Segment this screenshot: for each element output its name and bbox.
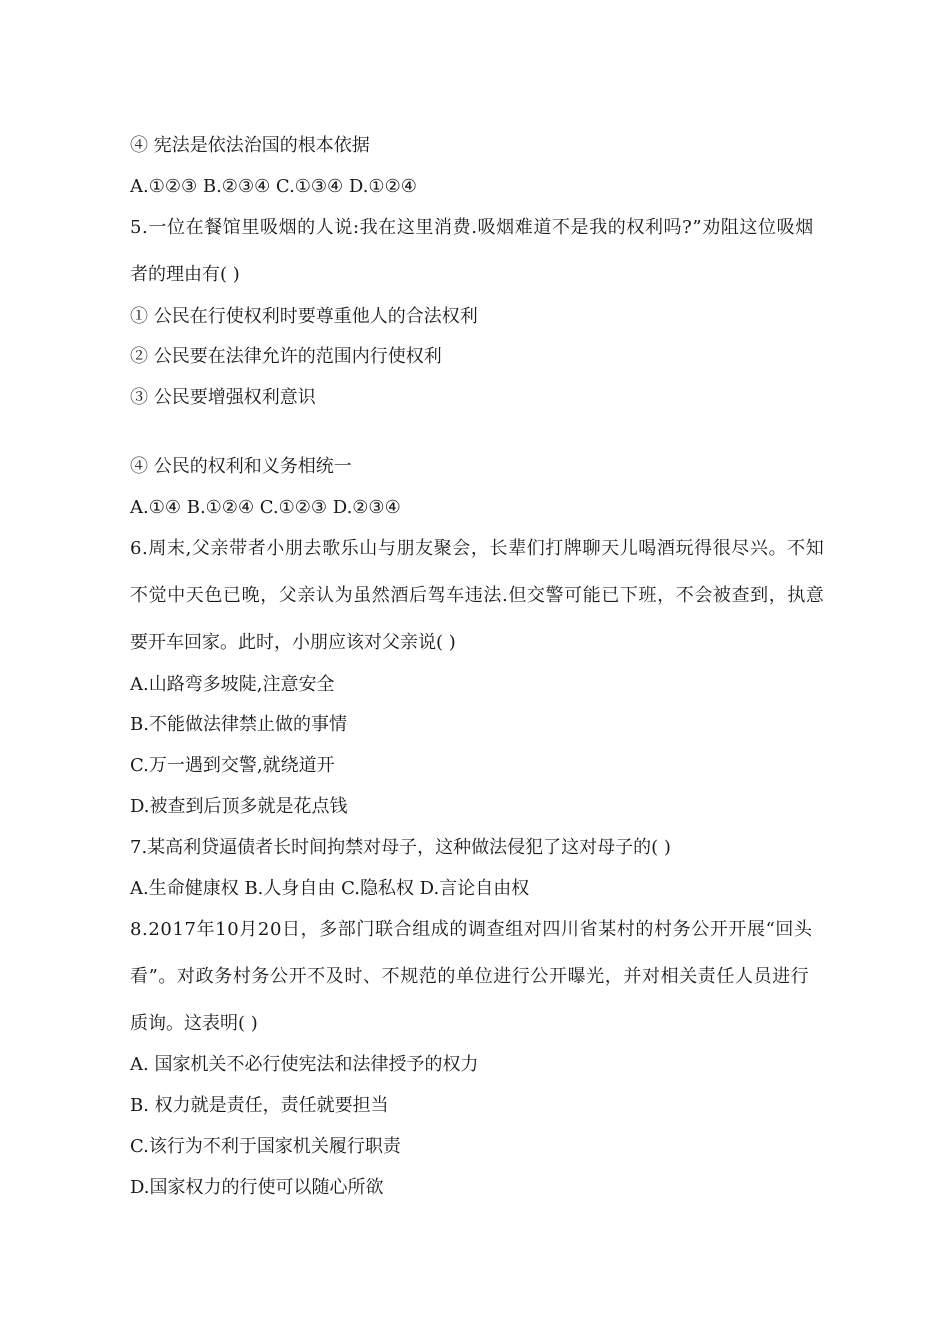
q5-answer-choices: A.①④ B.①②④ C.①②③ D.②③④ xyxy=(130,497,401,518)
q5-option-2: ② 公民要在法律允许的范围内行使权利 xyxy=(130,346,442,367)
q4-option-4: ④ 宪法是依法治国的根本依据 xyxy=(130,135,370,156)
q5-stem-line-2: 者的理由有( ) xyxy=(130,264,240,285)
q8-stem-line-3: 质询。这表明( ) xyxy=(130,1013,258,1034)
q7-stem: 7.某高利贷逼债者长时间拘禁对母子，这种做法侵犯了这对母子的( ) xyxy=(130,837,671,858)
q8-option-b: B. 权力就是责任，责任就要担当 xyxy=(130,1095,389,1116)
q5-option-1: ① 公民在行使权利时要尊重他人的合法权利 xyxy=(130,306,478,327)
q8-stem-line-2: 看”。对政务村务公开不及时、不规范的单位进行公开曝光，并对相关责任人员进行 xyxy=(130,966,810,987)
q6-option-a: A.山路弯多坡陡,注意安全 xyxy=(130,674,335,695)
q5-option-4: ④ 公民的权利和义务相统一 xyxy=(130,456,352,477)
q6-stem-line-1: 6.周末,父亲带者小朋去歌乐山与朋友聚会，长辈们打牌聊天儿喝酒玩得很尽兴。不知 xyxy=(130,538,825,559)
q6-option-d: D.被查到后顶多就是花点钱 xyxy=(130,796,348,817)
q6-option-b: B.不能做法律禁止做的事情 xyxy=(130,714,347,735)
q8-option-d: D.国家权力的行使可以随心所欲 xyxy=(130,1177,384,1198)
q4-answer-choices: A.①②③ B.②③④ C.①③④ D.①②④ xyxy=(130,176,417,197)
q8-option-c: C.该行为不利于国家机关履行职责 xyxy=(130,1136,401,1157)
q5-stem-line-1: 5.一位在餐馆里吸烟的人说:我在这里消费.吸烟难道不是我的权利吗?”劝阻这位吸烟 xyxy=(130,217,814,238)
q8-stem-line-1: 8.2017年10月20日，多部门联合组成的调查组对四川省某村的村务公开开展“回头 xyxy=(130,919,813,940)
q7-answer-choices: A.生命健康权 B.人身自由 C.隐私权 D.言论自由权 xyxy=(130,878,530,899)
q6-stem-line-3: 要开车回家。此时，小朋应该对父亲说( ) xyxy=(130,632,456,653)
q5-option-3: ③ 公民要增强权利意识 xyxy=(130,387,316,408)
q8-option-a: A. 国家机关不必行使宪法和法律授予的权力 xyxy=(130,1054,479,1075)
q6-option-c: C.万一遇到交警,就绕道开 xyxy=(130,755,335,776)
q6-stem-line-2: 不觉中天色已晚，父亲认为虽然酒后驾车违法.但交警可能已下班，不会被查到，执意 xyxy=(130,585,825,606)
